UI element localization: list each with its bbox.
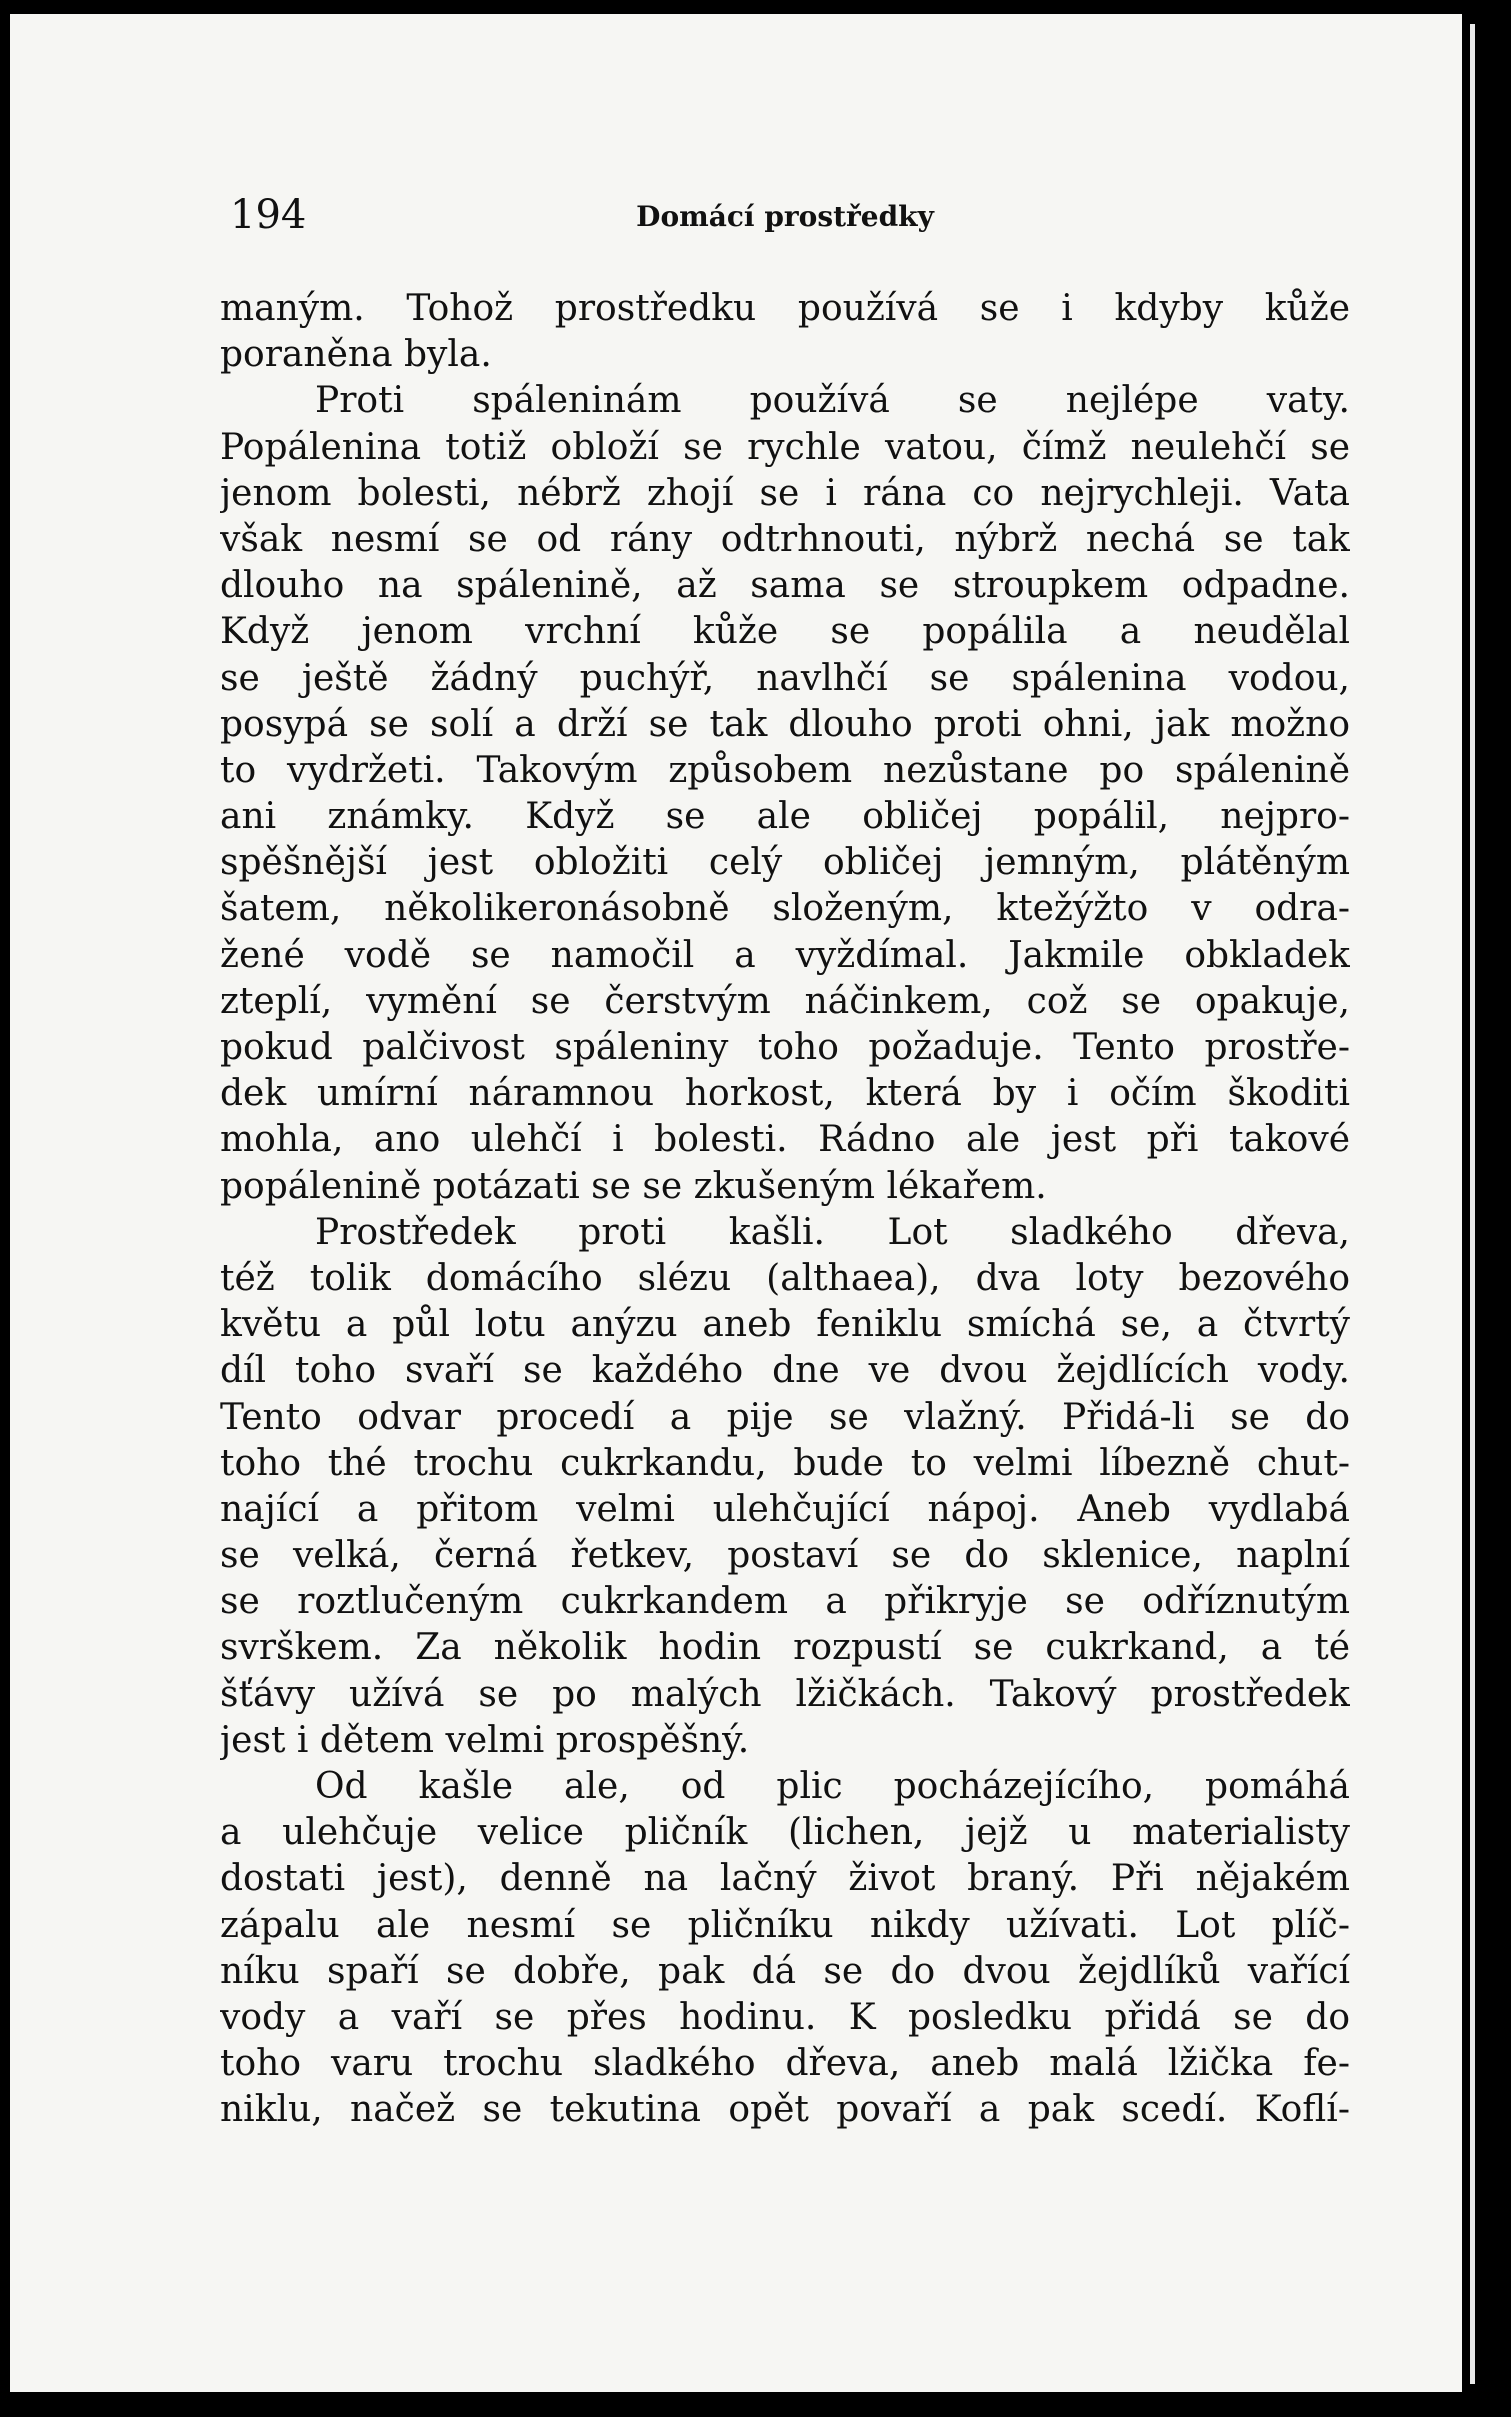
- text-line: jenom bolesti, nébrž zhojí se i rána co nejrychleji. Vata: [220, 472, 1350, 514]
- text-line: maným. Tohož prostředku používá se i kdyby kůže: [220, 288, 1350, 329]
- text-line: Tento odvar procedí a pije se vlažný. Přidá-li se do: [220, 1396, 1350, 1438]
- page-number: 194: [230, 192, 307, 238]
- text-line: pokud palčivost spáleniny toho požaduje. Tento prostře-: [220, 1027, 1350, 1068]
- text-line: popálenině potázati se se zkušeným lékařem.: [220, 1165, 1047, 1207]
- page-edge-divider: [1470, 24, 1475, 2384]
- text-line: Když jenom vrchní kůže se popálila a neudělal: [220, 611, 1350, 653]
- text-line: poraněna byla.: [220, 334, 492, 376]
- text-line: ani známky. Když se ale obličej popálil, nejpro-: [220, 796, 1350, 838]
- text-line: svrškem. Za několik hodin rozpustí se cukrkand, a té: [220, 1627, 1350, 1669]
- text-line: dek umírní náramnou horkost, která by i očím škoditi: [220, 1073, 1350, 1115]
- body-text: [220, 286, 1350, 2134]
- section-heading-line: Proti spáleninám používá se nejlépe vaty.: [315, 380, 1350, 422]
- running-title: Domácí prostředky: [636, 200, 934, 233]
- text-line: Popálenina totiž obloží se rychle vatou, čímž neulehčí se: [220, 426, 1350, 468]
- text-line: šťávy užívá se po malých lžičkách. Takový prostředek: [220, 1673, 1350, 1715]
- text-line: též tolik domácího slézu (althaea), dva loty bezového: [220, 1257, 1350, 1299]
- paragraph-start-line: Od kašle ale, od plic pocházejícího, pomáhá: [315, 1766, 1350, 1807]
- text-line: nající a přitom velmi ulehčující nápoj. Aneb vydlabá: [220, 1488, 1350, 1530]
- text-line: však nesmí se od rány odtrhnouti, nýbrž nechá se tak: [220, 518, 1350, 560]
- text-line: toho thé trochu cukrkandu, bude to velmi líbezně chut-: [220, 1442, 1350, 1484]
- text-line: níku spaří se dobře, pak dá se do dvou žejdlíků vařící: [220, 1950, 1350, 1992]
- text-line: zteplí, vymění se čerstvým náčinkem, což se opakuje,: [220, 980, 1350, 1022]
- text-line: to vydržeti. Takovým způsobem nezůstane po spálenině: [220, 749, 1350, 791]
- text-line: toho varu trochu sladkého dřeva, aneb malá lžička fe-: [220, 2043, 1350, 2085]
- text-line: díl toho svaří se každého dne ve dvou žejdlících vody.: [220, 1350, 1350, 1392]
- text-line: se roztlučeným cukrkandem a přikryje se odříznutým: [220, 1581, 1350, 1623]
- text-line: vody a vaří se přes hodinu. K posledku přidá se do: [220, 1996, 1350, 2038]
- text-line: niklu, načež se tekutina opět povaří a pak scedí. Koflí-: [220, 2089, 1350, 2131]
- page-header: [220, 192, 1350, 252]
- text-line: dlouho na spálenině, až sama se stroupkem odpadne.: [220, 565, 1350, 607]
- book-page: [10, 14, 1462, 2392]
- text-line: žené vodě se namočil a vyždímal. Jakmile obkladek: [220, 934, 1350, 976]
- text-line: posypá se solí a drží se tak dlouho proti ohni, jak možno: [220, 703, 1350, 745]
- text-line: květu a půl lotu anýzu aneb feniklu smíchá se, a čtvrtý: [220, 1304, 1350, 1346]
- text-line: jest i dětem velmi prospěšný.: [220, 1719, 750, 1761]
- text-line: mohla, ano ulehčí i bolesti. Rádno ale jest při takové: [220, 1119, 1350, 1161]
- text-line: a ulehčuje velice pličník (lichen, jejž u materialisty: [220, 1812, 1350, 1854]
- text-line: dostati jest), denně na lačný život braný. Při nějakém: [220, 1858, 1350, 1900]
- text-line: spěšnější jest obložiti celý obličej jemným, plátěným: [220, 842, 1350, 884]
- text-line: šatem, několikeronásobně složeným, ktežýžto v odra-: [220, 888, 1350, 930]
- section-heading-line: Prostředek proti kašli. Lot sladkého dřeva,: [315, 1211, 1350, 1253]
- text-line: se velká, černá řetkev, postaví se do sklenice, naplní: [220, 1535, 1350, 1577]
- text-line: se ještě žádný puchýř, navlhčí se spálenina vodou,: [220, 657, 1350, 699]
- text-line: zápalu ale nesmí se pličníku nikdy užívati. Lot plíč-: [220, 1904, 1350, 1946]
